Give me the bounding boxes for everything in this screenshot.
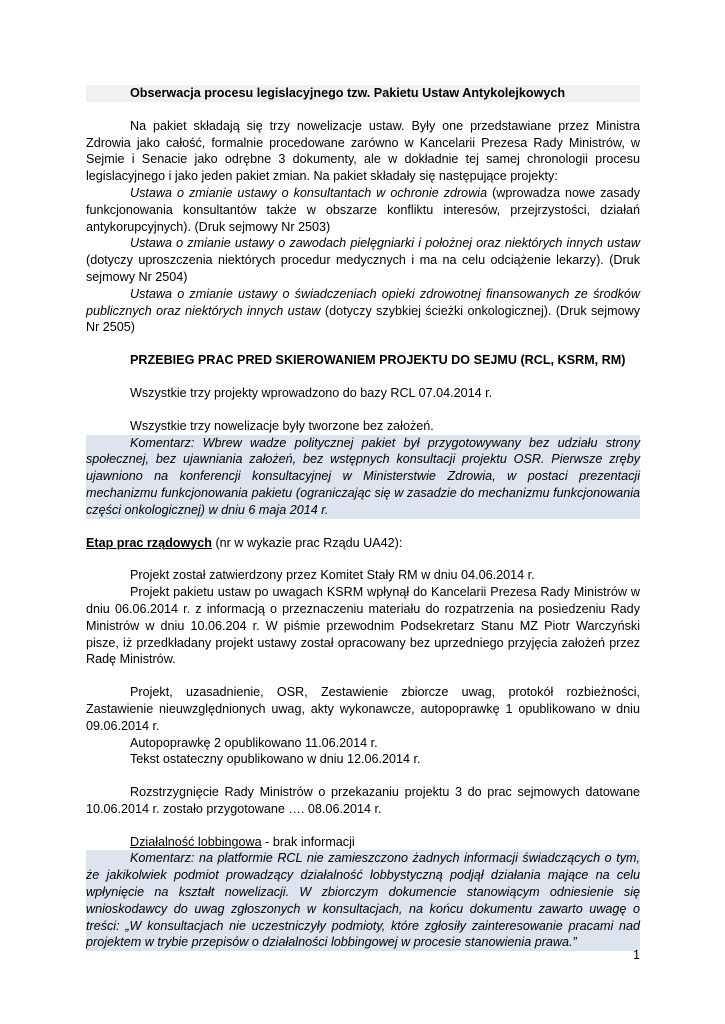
comment-text-2: Komentarz: na platformie RCL nie zamieszczono żadnych informacji świadczących o tym, że jakikolwiek podmiot prowadzący działalność lobbystyczną podjął działania mające na celu wpłynięcie na kształt nowelizacji. W zbiorczym dokumencie stanowiącym odniesienie się wnioskodawcy do uwag zgłoszonych w konsultacjach, na końcu dokumentu zawarto uwagę o treści: „W konsultacjach nie uczestniczyły podmioty, które zgłosiły zainteresowanie pracami nad projektem w trybie przepisów o działalności lobbingowej w procesie stanowienia prawa.”	[86, 851, 640, 950]
project-item-3	[86, 286, 640, 336]
rcl-paragraph: Wszystkie trzy projekty wprowadzono do bazy RCL 07.04.2014 r.	[130, 385, 493, 400]
government-stage-suffix: (nr w wykazie prac Rządu UA42):	[211, 535, 403, 550]
comment-text-1: Komentarz: Wbrew wadze politycznej pakiet był przygotowywany bez udziału strony społecznej, bez ujawniania założeń, bez wstępnych konsultacji projektu OSR. Pierwsze zręby ujawniono na konferencji konsultacyjnej w Ministerstwie Zdrowia, w postaci prezentacji mechanizmu funkcjonowania pakietu (ograniczając się w zasadzie do mechanizmu funkcjonowania części onkologicznej) w dniu 6 maja 2014 r.	[86, 435, 640, 517]
kprm-paragraph: Projekt pakietu ustaw po uwagach KSRM wpłynął do Kancelarii Prezesa Rady Ministrów w dniu 06.06.2014 r. z informacją o przeznaczeniu materiału do rozpatrzenia na posiedzeniu Rady Ministrów w dniu 10.06.204 r. W piśmie przewodnim Podsekretarz Stanu MZ Piotr Warczyński pisze, iż przedkładany projekt ustawy został opracowany bez uprzedniego przyjęcia założeń przez Radę Ministrów.	[86, 585, 640, 667]
project-title-3: Ustawa o zmianie ustawy o świadczeniach opieki zdrowotnej finansowanych ze środków publicznych oraz niektórych innych ustaw	[86, 286, 640, 318]
intro-paragraph: Na pakiet składają się trzy nowelizacje ustaw. Były one przedstawiane przez Ministra Zdrowia jako całość, formalnie procedowane zarówno w Kancelarii Prezesa Rady Ministrów, w Sejmie i Senacie jako odrębne 3 dokumenty, ale w dokładnie tej samej chronologii procesu legislacyjnego i jako jeden pakiet zmian. Na pakiet składały się następujące projekty:	[86, 118, 640, 184]
project-desc-1: (wprowadza nowe zasady funkcjonowania konsultantów także w obszarze konfliktu interesów, przejrzystości, działań antykorupcyjnych). (Druk sejmowy Nr 2503)	[86, 185, 640, 234]
document-title: Obserwacja procesu legislacyjnego tzw. Pakietu Ustaw Antykolejkowych	[86, 85, 640, 102]
comment-box-1	[86, 435, 640, 519]
project-item-1	[86, 185, 640, 235]
no-assumptions-paragraph: Wszystkie trzy nowelizacje były tworzone bez założeń.	[130, 418, 434, 433]
project-desc-2: (dotyczy uproszczenia niektórych procedur medycznych i ma na celu odciążenie lekarzy). (Druk sejmowy Nr 2504)	[86, 253, 640, 284]
autopoprawka-paragraph: Autopoprawkę 2 opublikowano 11.06.2014 r.	[130, 735, 378, 750]
government-stage-title: Etap prac rządowych	[86, 535, 212, 550]
comment-box-2	[86, 850, 640, 951]
page-number: 1	[632, 948, 640, 962]
section-heading: PRZEBIEG PRAC PRED SKIEROWANIEM PROJEKTU DO SEJMU (RCL, KSRM, RM)	[130, 353, 626, 368]
project-desc-3: (dotyczy szybkiej ścieżki onkologicznej). (Druk sejmowy Nr 2505)	[86, 303, 640, 335]
government-stage-heading	[86, 535, 640, 552]
project-title-2: Ustawa o zmianie ustawy o zawodach pielęgniarki i położnej oraz niektórych innych ustaw	[130, 236, 640, 251]
ksrm-approval-paragraph: Projekt został zatwierdzony przez Komitet Stały RM w dniu 04.06.2014 r.	[130, 568, 535, 583]
publication-paragraph: Projekt, uzasadnienie, OSR, Zestawienie zbiorcze uwag, protokół rozbieżności, Zastawienie nieuwzględnionych uwag, akty wykonawcze, autopoprawkę 1 opublikowano w dniu 09.06.2014 r.	[86, 685, 640, 733]
final-text-paragraph: Tekst ostateczny opublikowano w dniu 12.06.2014 r.	[130, 752, 421, 767]
document-content	[86, 85, 640, 951]
lobbying-suffix: - brak informacji	[261, 834, 355, 849]
lobbying-line	[86, 834, 640, 851]
project-title-1: Ustawa o zmianie ustawy o konsultantach w ochronie zdrowia	[130, 185, 488, 200]
project-item-2	[86, 235, 640, 285]
lobbying-title: Działalność lobbingowa	[130, 834, 262, 849]
rm-decision-paragraph: Rozstrzygnięcie Rady Ministrów o przekazaniu projektu 3 do prac sejmowych datowane 10.06.2014 r. zostało przygotowane …. 08.06.2014 r.	[86, 785, 640, 816]
